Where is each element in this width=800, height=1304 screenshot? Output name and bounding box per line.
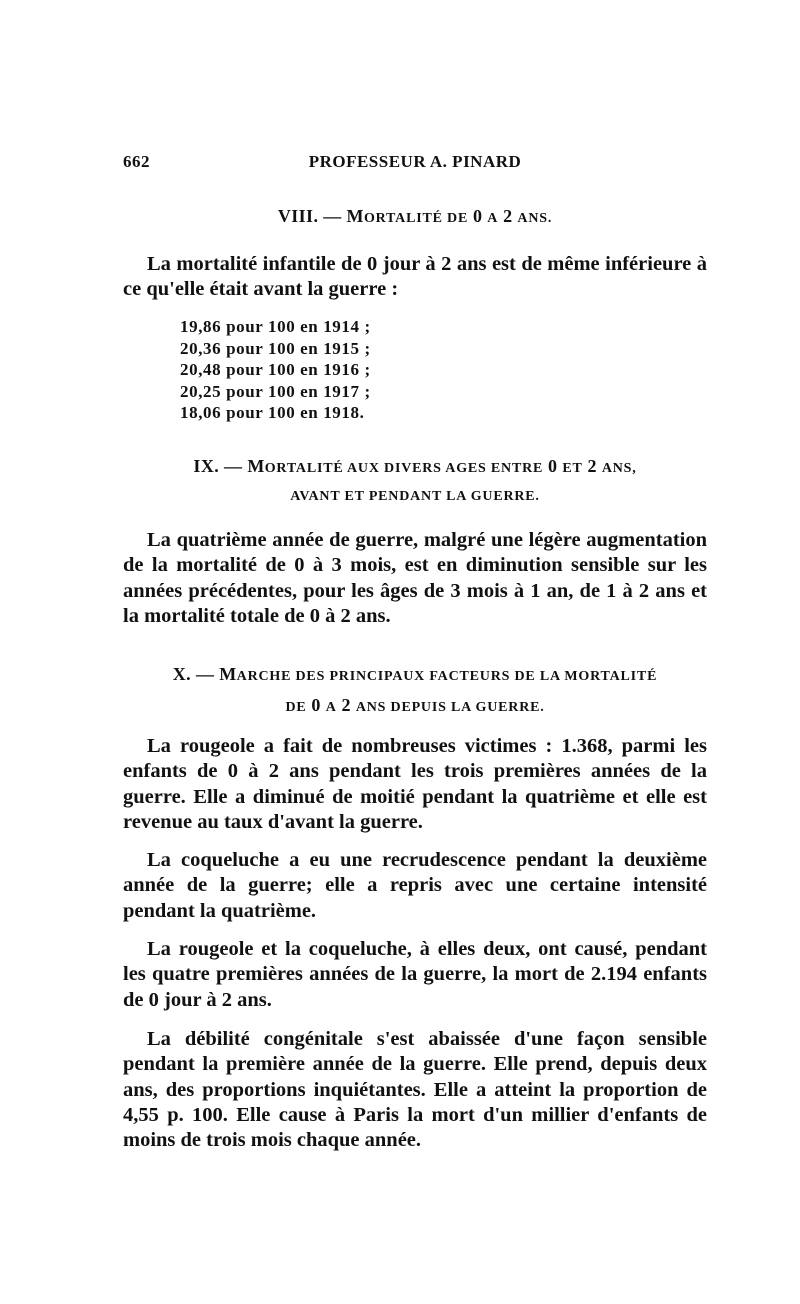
paragraph-text: La rougeole a fait de nombreuses victimes : 1.368, parmi les enfants de 0 à 2 ans pendant les trois premières années de la guerre. Elle a diminué de moitié pendant la quatrième et elle est revenue au taux d'avant la guerre. (123, 735, 707, 833)
heading-ix-two: 2 (582, 456, 602, 476)
list-item: 19,86 pour 100 en 1914 ; (180, 317, 371, 336)
list-item: 20,36 pour 100 en 1915 ; (180, 338, 371, 358)
heading-viii-zero: 0 (468, 206, 488, 226)
heading-viii-ans: ANS. (517, 211, 553, 226)
heading-x-a: A (325, 700, 337, 715)
heading-x-de: DE (285, 700, 307, 715)
section-heading-viii (123, 202, 707, 233)
mortality-rate-list (180, 316, 480, 424)
heading-viii-two: 2 (498, 206, 518, 226)
list-item: 20,48 pour 100 en 1916 ; (180, 360, 371, 379)
heading-x-rest: ARCHE DES PRINCIPAUX FACTEURS DE LA MORTALITÉ (236, 669, 658, 684)
page-header (123, 152, 707, 178)
paragraph-debilite (123, 1027, 707, 1153)
heading-viii-a: A (487, 211, 499, 226)
heading-ix-zero: 0 (543, 456, 563, 476)
section-heading-ix (123, 452, 707, 511)
paragraph-text: La débilité congénitale s'est abaissée d'une façon sensible pendant la première année de la guerre. Elle prend, depuis deux ans, des proportions inquiétantes. Elle a atteint la proportion de 4,55 p. 100. Elle cause à Paris la mort d'un millier d'enfants de moins de trois mois chaque année. (123, 1028, 707, 1152)
running-title: PROFESSEUR A. PINARD (308, 152, 522, 171)
heading-ix-num: IX. — M (193, 456, 265, 476)
heading-x-line2-rest: ANS DEPUIS LA GUERRE. (355, 700, 545, 715)
list-item: 18,06 pour 100 en 1918. (180, 403, 365, 422)
heading-ix-rest: ORTALITÉ AUX DIVERS AGES ENTRE (264, 461, 544, 476)
section-heading-x (123, 660, 707, 722)
page-number: 662 (123, 152, 150, 171)
paragraph-rougeole-coqueluche (123, 937, 707, 1013)
heading-x-zero: 0 (306, 695, 326, 715)
heading-viii-rest: ORTALITÉ DE (363, 211, 469, 226)
heading-ix-ans: ANS, (601, 461, 637, 476)
intro-text: La mortalité infantile de 0 jour à 2 ans est de même inférieure à ce qu'elle était avant la guerre : (123, 253, 707, 301)
heading-viii-num: VIII. — M (277, 206, 364, 226)
paragraph-text: La rougeole et la coqueluche, à elles deux, ont causé, pendant les quatre premières années de la guerre, la mort de 2.194 enfants de 0 jour à 2 ans. (123, 938, 707, 1011)
paragraph-rougeole (123, 734, 707, 835)
heading-x-num: X. — M (172, 664, 237, 684)
heading-x-two: 2 (336, 695, 356, 715)
paragraph-ix-text: La quatrième année de guerre, malgré une légère augmentation de la mortalité de 0 à 3 mois, est en diminution sensible sur les années précédentes, pour les âges de 3 mois à 1 an, de 1 à 2 ans et la mortalité totale de 0 à 2 ans. (123, 529, 707, 627)
intro-paragraph (123, 252, 707, 303)
paragraph-ix (123, 528, 707, 629)
paragraph-text: La coqueluche a eu une recrudescence pendant la deuxième année de la guerre; elle a repris avec une certaine intensité pendant la quatrième. (123, 849, 707, 922)
paragraph-coqueluche (123, 848, 707, 924)
heading-ix-et: ET (562, 461, 583, 476)
list-item: 20,25 pour 100 en 1917 ; (180, 381, 371, 401)
heading-ix-line2: AVANT ET PENDANT LA GUERRE. (290, 489, 540, 504)
